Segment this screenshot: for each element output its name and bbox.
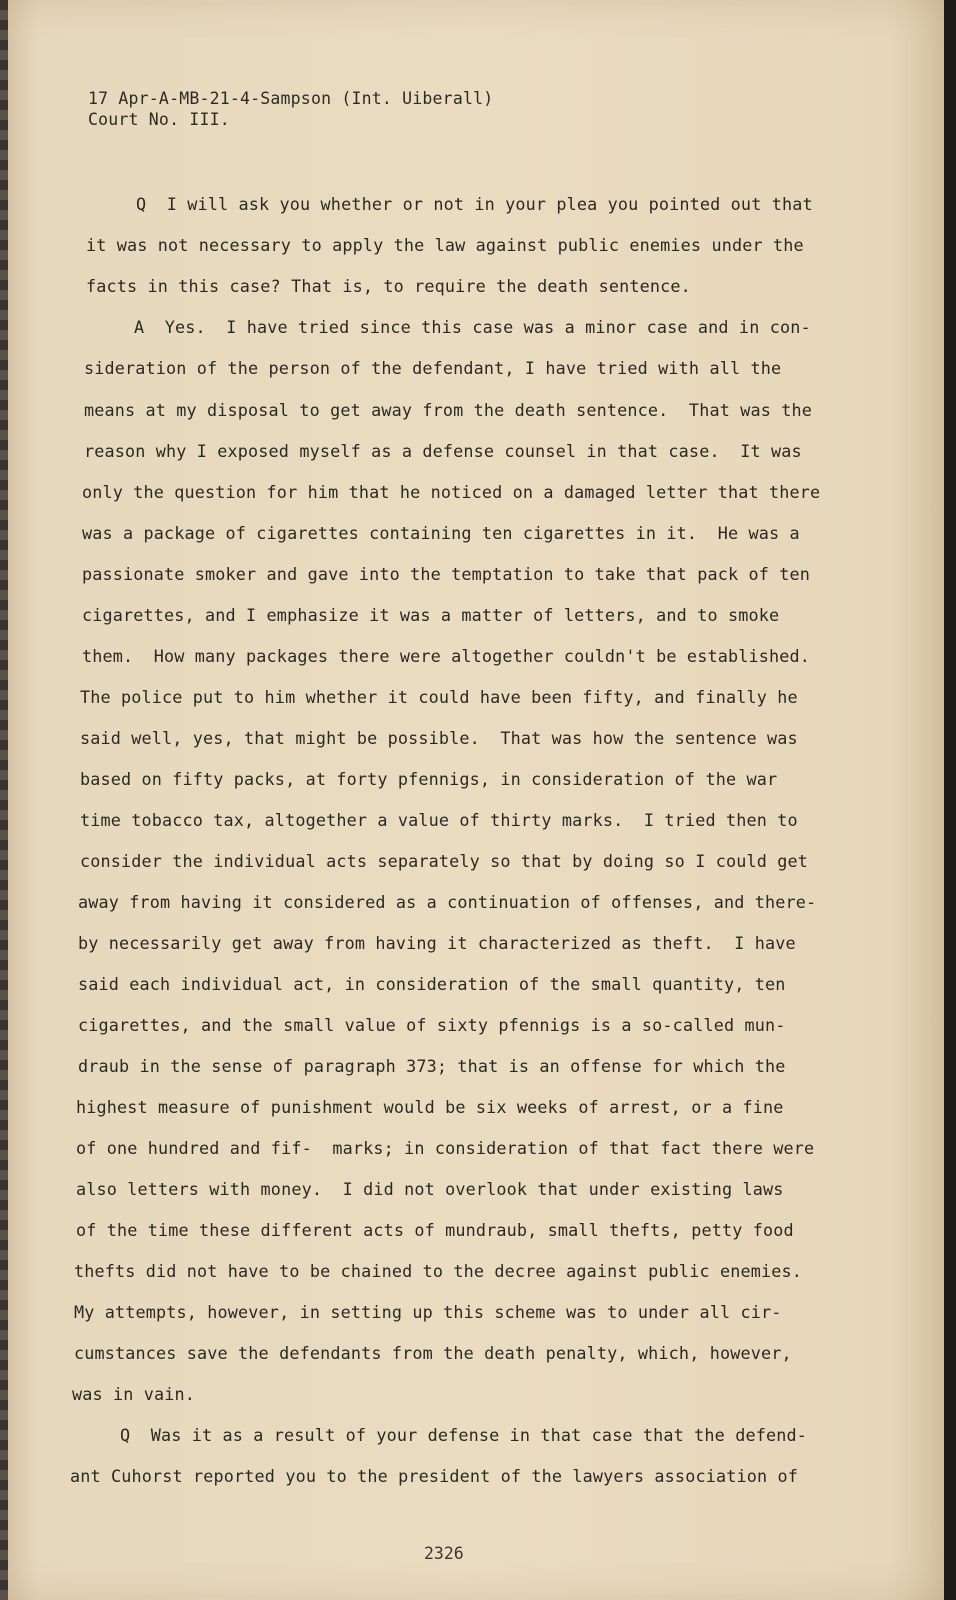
transcript-line: Q Was it as a result of your defense in that case that the defend- [120, 1425, 807, 1445]
transcript-line: said well, yes, that might be possible. That was how the sentence was [80, 728, 798, 748]
transcript-line: facts in this case? That is, to require the death sentence. [86, 276, 691, 296]
transcript-line: highest measure of punishment would be six weeks of arrest, or a fine [76, 1097, 784, 1117]
transcript-line: said each individual act, in consideration of the small quantity, ten [78, 974, 786, 994]
transcript-line: passionate smoker and gave into the temptation to take that pack of ten [82, 564, 810, 584]
transcript-line: A Yes. I have tried since this case was a minor case and in con- [134, 317, 811, 337]
transcript-line: based on fifty packs, at forty pfennigs, in consideration of the war [80, 769, 778, 789]
transcript-line: My attempts, however, in setting up this scheme was to under all cir- [74, 1302, 782, 1322]
transcript-line: of one hundred and fif- marks; in consideration of that fact there were [76, 1138, 815, 1158]
transcript-line: also letters with money. I did not overlook that under existing laws [76, 1179, 784, 1199]
court-number: Court No. III. [88, 110, 230, 129]
case-reference: 17 Apr-A-MB-21-4-Sampson (Int. Uiberall) [88, 89, 494, 108]
transcript-line: Q I will ask you whether or not in your plea you pointed out that [136, 194, 813, 214]
transcript-line: was a package of cigarettes containing ten cigarettes in it. He was a [82, 523, 800, 543]
transcript-line: thefts did not have to be chained to the decree against public enemies. [74, 1261, 802, 1281]
transcript-line: time tobacco tax, altogether a value of thirty marks. I tried then to [80, 810, 798, 830]
transcript-line: by necessarily get away from having it characterized as theft. I have [78, 933, 796, 953]
transcript-line: consider the individual acts separately so that by doing so I could get [80, 851, 808, 871]
transcript-line: only the question for him that he noticed on a damaged letter that there [82, 482, 821, 502]
transcript-line: The police put to him whether it could have been fifty, and finally he [80, 687, 798, 707]
transcript-line: of the time these different acts of mundraub, small thefts, petty food [76, 1220, 794, 1240]
scan-border [944, 0, 956, 1600]
transcript-line: it was not necessary to apply the law against public enemies under the [86, 235, 804, 255]
page-number: 2326 [424, 1544, 464, 1563]
transcript-line: sideration of the person of the defendant, I have tried with all the [84, 358, 782, 378]
transcript-line: cigarettes, and the small value of sixty pfennigs is a so-called mun- [78, 1015, 786, 1035]
transcript-line: means at my disposal to get away from the death sentence. That was the [84, 400, 812, 420]
transcript-line: was in vain. [72, 1384, 196, 1404]
transcript-line: ant Cuhorst reported you to the president of the lawyers association of [70, 1466, 798, 1486]
transcript-line: cigarettes, and I emphasize it was a matter of letters, and to smoke [82, 605, 780, 625]
transcript-line: draub in the sense of paragraph 373; that is an offense for which the [78, 1056, 786, 1076]
transcript-line: them. How many packages there were altogether couldn't be established. [82, 646, 810, 666]
transcript-line: reason why I exposed myself as a defense counsel in that case. It was [84, 441, 802, 461]
transcript-line: cumstances save the defendants from the death penalty, which, however, [74, 1343, 792, 1363]
transcript-line: away from having it considered as a continuation of offenses, and there- [78, 892, 817, 912]
